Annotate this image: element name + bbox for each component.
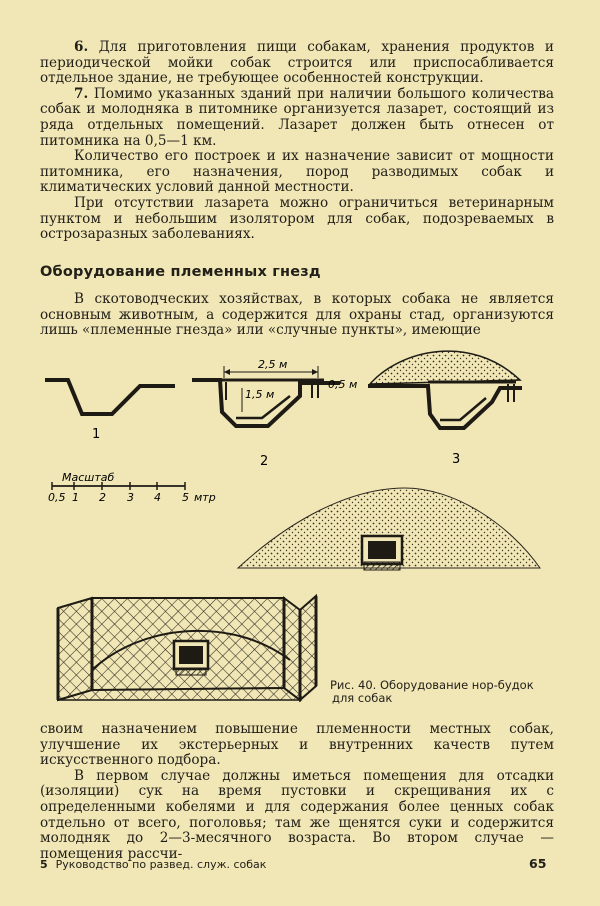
dimension-height-above: 0,5 м <box>328 378 358 391</box>
paragraph-first-case: В первом случае должны иметься помещения для отсадки (изоляции) сук на время пустовки и скрещивания их с определенными кобелями и для содержания более ценных собак отдельно от всего, поголовья; там же щенятся суки и содержится молодняк до 2—3-месячного возраста. Во втором случае — помещения рассчи- <box>40 767 554 862</box>
figure-label-2: 2 <box>260 454 269 469</box>
paragraph-number: 7. <box>74 85 89 102</box>
running-title: Руководство по развед. служ. собак <box>55 858 267 871</box>
figure-caption <box>330 679 534 705</box>
figure-label-1: 1 <box>92 427 101 442</box>
page-number: 65 <box>529 856 547 871</box>
bottom-text-block <box>40 722 554 862</box>
paragraph-number: 6. <box>74 39 89 55</box>
signature-mark: 5 <box>40 858 48 871</box>
paragraph-text: При отсутствии лазарета можно ограничиться ветеринарным пунктом и небольшим изолятором для собак, подозреваемых в острозаразных заболеваниях. <box>40 194 554 243</box>
scale-tick-label: 2 <box>99 491 106 504</box>
fenced-den <box>58 596 316 700</box>
scale-tick-label: 4 <box>154 491 161 504</box>
dimension-depth: 1,5 м <box>245 388 275 401</box>
profile-1-pit <box>45 380 175 414</box>
earth-mound-den <box>238 488 540 570</box>
profile-3-earth-mound <box>368 351 522 428</box>
figure-label-3: 3 <box>452 452 461 467</box>
paragraph-text: Помимо указанных зданий при наличии большого количества собак и молодняка в питомнике организуется лазарет, состоящий из ряда отдельных помещений. Лазарет должен быть отнесен от питомника на 0,5—1 км. <box>40 85 554 149</box>
scale-bar <box>48 471 216 504</box>
paragraph-continuation: своим назначением повышение племенности местных собак, улучшение их экстерьерных и внутренних качеств путем искусственного подбора. <box>40 721 554 769</box>
page-footer <box>40 858 266 871</box>
caption-line: для собак <box>332 691 393 705</box>
dimension-width: 2,5 м <box>258 358 288 371</box>
scale-tick-label: 0,5 <box>48 491 66 504</box>
paragraph-text: Количество его построек и их назначение зависит от мощности питомника, его назначения, пород разводимых собак и климатических условий данной местности. <box>40 148 554 196</box>
paragraph-breeding-nests: В скотоводческих хозяйствах, в которых собака не является основным животным, а содержится для охраны стад, организуются лишь «племенные гнезда» или «случные пункты», имеющие <box>40 291 554 339</box>
scale-title: Масштаб <box>62 471 115 484</box>
paragraph-text: Для приготовления пищи собакам, хранения продуктов и периодической мойки собак строится или приспосабливается отдельное здание, не требующее особенностей конструкции. <box>40 39 554 87</box>
scale-tick-label: 1 <box>72 491 79 504</box>
scale-tick-label: 3 <box>127 491 134 504</box>
caption-line: Рис. 40. Оборудование нор-будок <box>330 678 534 692</box>
scale-tick-label: 5 <box>182 491 189 504</box>
section-heading: Оборудование племенных гнезд <box>40 264 321 280</box>
scale-unit: мтр <box>194 491 216 504</box>
